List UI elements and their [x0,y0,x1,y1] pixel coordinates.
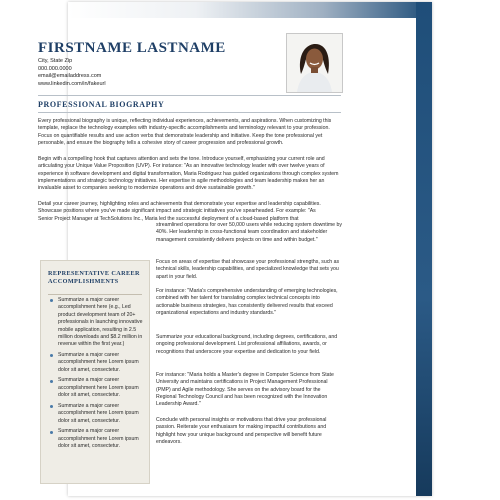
accomplishment-text: Summarize a major career accomplishment here Lorem ipsum dolor sit amet, consectetur. [58,377,139,399]
hook-paragraph: Begin with a compelling hook that captures attention and sets the tone. Introduce yourself, emphasizing your current role and articulating your Unique Value Proposition (UVP). For instance: "As an innovative technology leader with over twelve years of experience in software development and digital transformation, Maria Rodriguez has guided organizations through complex system implementations and strategic technology initiatives. Her expertise in agile methodologies and team leadership makes her an invaluable asset to companies seeking to modernize operations and drive sustainable growth." [38,156,339,192]
accomplishment-text: Summarize a major career accomplishment here Lorem ipsum dolor sit amet, consectetur. [58,402,139,424]
career-paragraph [38,201,342,223]
header-divider [38,95,341,96]
section-title: PROFESSIONAL BIOGRAPHY [38,100,165,109]
bullet-icon [50,299,53,302]
contact-city: City, State Zip [38,58,73,64]
list-item [50,428,144,450]
bullet-icon [50,354,53,357]
accomplishment-text: Summarize a major career accomplishment here (e.g., Led product development team of 20+ professionals in launching innovative mobile application, resulting in 2.5 million downloads and $8.2 million in revenue within the first year.) [58,297,143,348]
career-line-2: Showcase positions where you've made significant impact and strategic initiatives you've spearheaded. For example: "As [38,208,316,215]
accomplishments-list [50,297,144,454]
career-line-1: Detail your career journey, highlighting roles and achievements that demonstrate your expertise and leadership capabilities. [38,201,321,207]
intro-paragraph: Every professional biography is unique, reflecting individual experiences, achievements, and aspirations. When customizing this template, replace the technology examples with industry-specific accomplishments and terminology relevant to your profession. Focus on quantifiable results and use action verbs that demonstrate leadership and initiative. Keep the tone professional yet personable, and ensure the biography tells a cohesive story of career progression and professional growth. [38,118,332,146]
education-example-paragraph: For instance: "Maria holds a Master's degree in Computer Science from State University and maintains certifications in Project Management Professional (PMP) and Agile methodology. She serves on the advisory board for the Regional Technology Council and has been recognized with the Innovation Leadership Award." [156,372,334,408]
bullet-icon [50,380,53,383]
career-line-3: Senior Project Manager at TechSolutions Inc., Maria led the successful deployment of a cloud-based platform that [38,215,299,222]
contact-email: email@emailaddress.com [38,73,102,80]
bullet-icon [50,431,53,434]
profile-photo-image [287,34,342,92]
contact-linkedin: www.linkedin.com/in/fakeurl [38,80,106,87]
expertise-paragraph: Focus on areas of expertise that showcase your professional strengths, such as technical skills, leadership capabilities, and specialized knowledge that sets you apart in your field. [156,259,340,280]
closing-paragraph: Conclude with personal insights or motivations that drive your professional passion. Reiterate your enthusiasm for making impactful contributions and highlight how your unique background and perspective will benefit future endeavors. [156,417,327,445]
education-paragraph: Summarize your educational background, including degrees, certifications, and ongoing professional development. List professional affiliations, awards, or recognitions that underscore your expertise and dedication to your field. [156,334,338,355]
section-divider [38,112,341,113]
candidate-name: FIRSTNAME LASTNAME [38,40,226,56]
list-item [50,403,144,425]
profile-photo [286,33,343,93]
expertise-example-paragraph: For instance: "Maria's comprehensive understanding of emerging technologies, combined with her talent for translating complex technical concepts into actionable business strategies, has consistently delivered results that exceed organizational expectations and industry standards." [156,288,338,316]
sidebar-divider [48,294,142,295]
accomplishment-text: Summarize a major career accomplishment here Lorem ipsum dolor sit amet, consectetur. [58,352,139,373]
top-gradient-bar [68,2,432,18]
career-paragraph-continued: streamlined operations for over 50,000 users while reducing system downtime by 40%. Her leadership in cross-functional team coordination and stakeholder management consistently delivers projects on time and within budget." [156,222,342,243]
sidebar-title: REPRESENTATIVE CAREER ACCOMPLISHMENTS [48,270,140,285]
contact-block [38,58,106,88]
bullet-icon [50,405,53,408]
list-item [50,352,144,374]
contact-phone: 000.000.0000 [38,65,72,72]
list-item [50,377,144,399]
list-item [50,297,144,349]
right-accent-bar [416,2,432,496]
accomplishment-text: Summarize a major career accomplishment here Lorem ipsum dolor sit amet, consectetur. [58,428,139,450]
